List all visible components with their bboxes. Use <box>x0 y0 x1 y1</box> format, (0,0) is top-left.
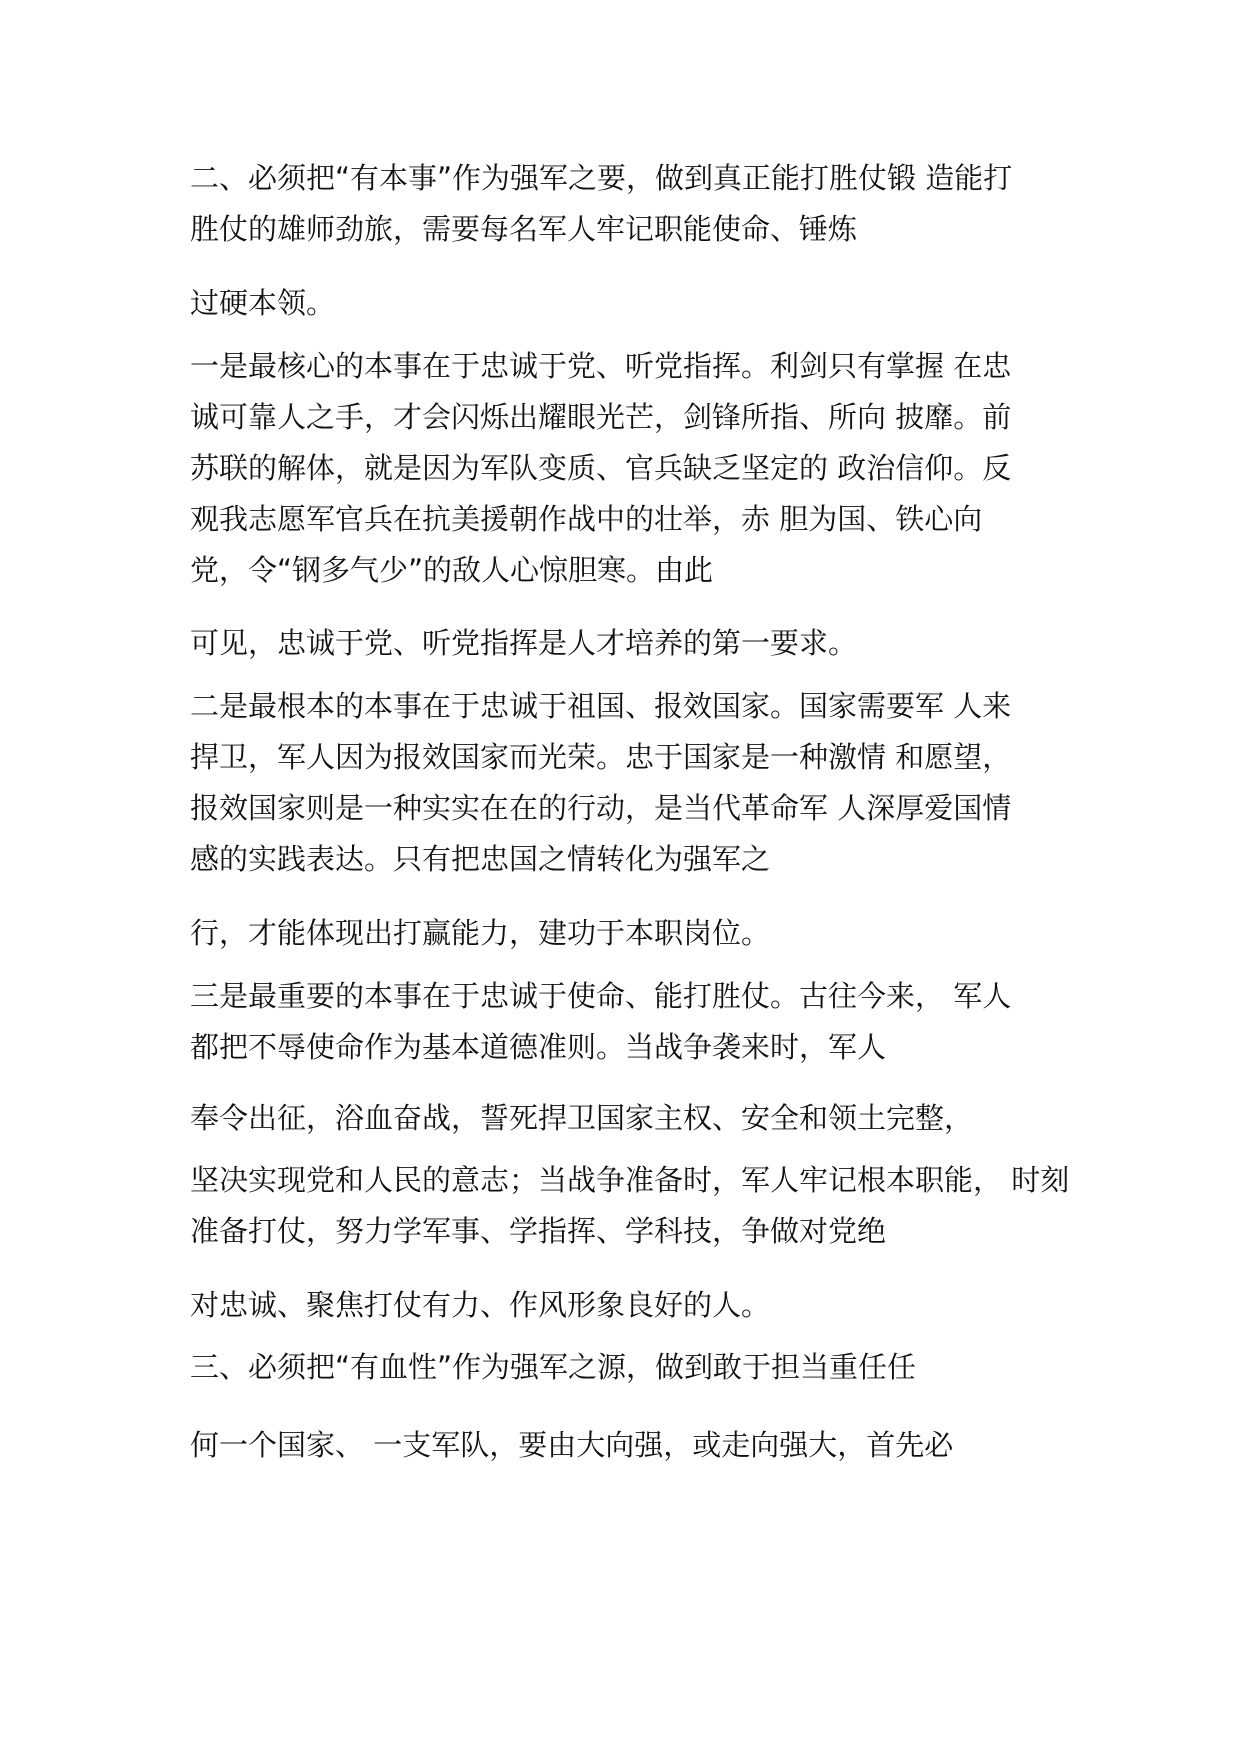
text-line: 准备打仗，努力学军事、学指挥、学科技，争做对党绝 <box>190 1214 887 1248</box>
text-line: 捍卫，军人因为报效国家而光荣。忠于国家是一种激情 和愿望， <box>190 740 1012 774</box>
text-line: 可见，忠诚于党、听党指挥是人才培养的第一要求。 <box>190 626 858 660</box>
text-line: 感的实践表达。只有把忠国之情转化为强军之 <box>190 842 771 876</box>
text-line: 诚可靠人之手，才会闪烁出耀眼光芒，剑锋所指、所向 披靡。前 <box>190 400 1012 434</box>
text-line: 观我志愿军官兵在抗美援朝作战中的壮举，赤 胆为国、铁心向 <box>190 502 983 536</box>
text-line: 三、必须把“有血性”作为强军之源，做到敢于担当重任任 <box>190 1350 917 1384</box>
text-line: 一是最核心的本事在于忠诚于党、听党指挥。利剑只有掌握 在忠 <box>190 349 1012 383</box>
text-line: 二、必须把“有本事”作为强军之要，做到真正能打胜仗锻 造能打 <box>190 161 1013 195</box>
text-line: 过硬本领。 <box>190 286 336 320</box>
text-line: 行，才能体现出打赢能力，建功于本职岗位。 <box>190 916 771 950</box>
text-line: 奉令出征，浴血奋战，誓死捍卫国家主权、安全和领土完整， <box>190 1101 974 1135</box>
text-line: 坚决实现党和人民的意志；当战争准备时，军人牢记根本职能， 时刻 <box>190 1163 1070 1197</box>
text-line: 都把不辱使命作为基本道德准则。当战争袭来时，军人 <box>190 1030 887 1064</box>
text-line: 党，令“钢多气少”的敌人心惊胆寒。由此 <box>190 553 714 587</box>
text-line: 苏联的解体，就是因为军队变质、官兵缺乏坚定的 政治信仰。反 <box>190 451 1012 485</box>
text-line: 报效国家则是一种实实在在的行动，是当代革命军 人深厚爱国情 <box>190 791 1012 825</box>
text-line: 三是最重要的本事在于忠诚于使命、能打胜仗。古往今来， 军人 <box>190 979 1012 1013</box>
text-line: 对忠诚、聚焦打仗有力、作风形象良好的人。 <box>190 1288 771 1322</box>
text-line: 胜仗的雄师劲旅，需要每名军人牢记职能使命、锤炼 <box>190 212 858 246</box>
text-line: 二是最根本的本事在于忠诚于祖国、报效国家。国家需要军 人来 <box>190 689 1012 723</box>
text-line: 何一个国家、 一支军队，要由大向强，或走向强大，首先必 <box>190 1428 954 1462</box>
